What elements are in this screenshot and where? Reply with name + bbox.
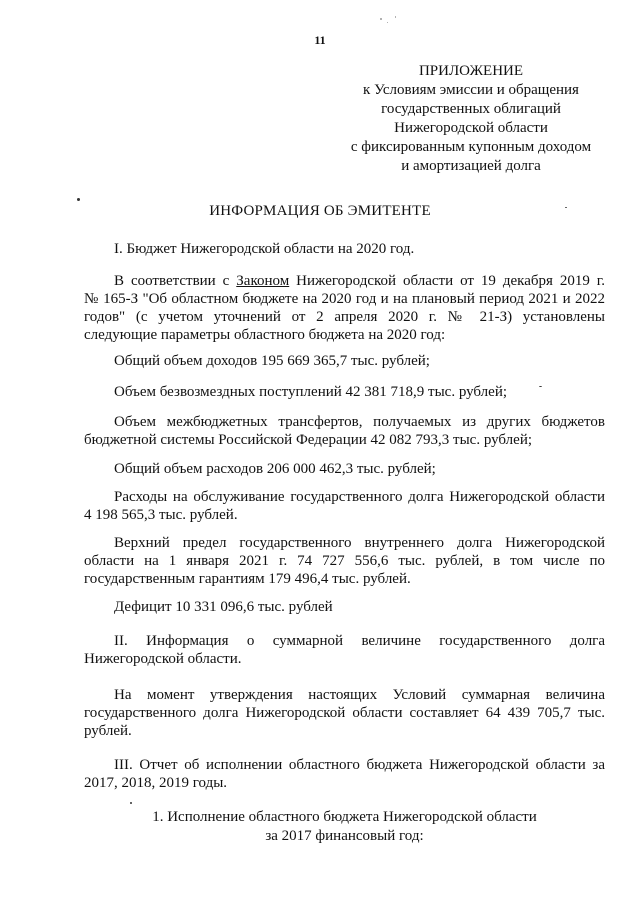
appendix-line: государственных облигаций bbox=[381, 101, 561, 117]
intro-line: следующие параметры областного бюджета на 2020 год: bbox=[84, 327, 446, 343]
section3-title: III. Отчет об исполнении областного бюджета Нижегородской области за 2017, 2018, 2019 годы. bbox=[84, 757, 605, 791]
scan-speck bbox=[77, 198, 80, 201]
appendix-block bbox=[340, 62, 602, 176]
intro-line: № 165-З "Об областном бюджете на 2020 год и на плановый период 2021 и 2022 bbox=[84, 291, 605, 307]
expenses-item: Общий объем расходов 206 000 462,3 тыс. рублей; bbox=[114, 461, 436, 477]
scan-speck bbox=[130, 802, 132, 804]
deficit-item: Дефицит 10 331 096,6 тыс. рублей bbox=[114, 599, 333, 615]
transfers-item: Объем межбюджетных трансфертов, получаемых из других бюджетов бюджетной системы Российской Федерации 42 082 793,3 тыс. рублей; bbox=[84, 414, 605, 448]
appendix-line: с фиксированным купонным доходом bbox=[350, 139, 592, 155]
law-link[interactable]: Законом bbox=[236, 273, 290, 289]
scan-speck bbox=[565, 207, 567, 208]
scan-speck bbox=[395, 16, 396, 18]
grants-item: Объем безвозмездных поступлений 42 381 718,9 тыс. рублей; bbox=[114, 384, 508, 400]
income-item: Общий объем доходов 195 669 365,7 тыс. рублей; bbox=[114, 353, 430, 369]
section2-text: На момент утверждения настоящих Условий суммарная величина государственного долга Нижегородской области составляет 64 439 705,7 тыс. рублей. bbox=[84, 687, 605, 739]
intro-line: годов" (с учетом уточнений от 2 апреля 2020 г. № 21-З) установлены bbox=[84, 309, 605, 325]
document-heading: ИНФОРМАЦИЯ ОБ ЭМИТЕНТЕ bbox=[209, 203, 431, 219]
appendix-title: ПРИЛОЖЕНИЕ bbox=[418, 63, 524, 79]
debt-service-item: Расходы на обслуживание государственного долга Нижегородской области 4 198 565,3 тыс. рублей. bbox=[84, 489, 605, 523]
page-number: 11 bbox=[314, 33, 326, 47]
appendix-line: Нижегородской области bbox=[394, 120, 548, 136]
scan-speck bbox=[387, 22, 388, 23]
appendix-line: к Условиям эмиссии и обращения bbox=[363, 82, 579, 98]
subsection-title: 1. Исполнение областного бюджета Нижегородской области за 2017 финансовый год: bbox=[152, 809, 537, 844]
debt-limit-item: Верхний предел государственного внутреннего долга Нижегородской области на 1 января 2021 г. 74 727 556,6 тыс. рублей, в том числе по государственным гарантиям 179 496,4 тыс. рублей. bbox=[84, 535, 605, 587]
scan-speck bbox=[380, 18, 382, 20]
appendix-line: и амортизацией долга bbox=[401, 158, 541, 174]
section1-title: I. Бюджет Нижегородской области на 2020 год. bbox=[114, 241, 415, 257]
intro-line: В соответствии с Законом Нижегородской области от 19 декабря 2019 г. bbox=[114, 273, 606, 289]
scan-speck bbox=[539, 386, 542, 387]
section2-title: II. Информация о суммарной величине государственного долга Нижегородской области. bbox=[84, 633, 605, 667]
section1-intro bbox=[84, 272, 605, 344]
